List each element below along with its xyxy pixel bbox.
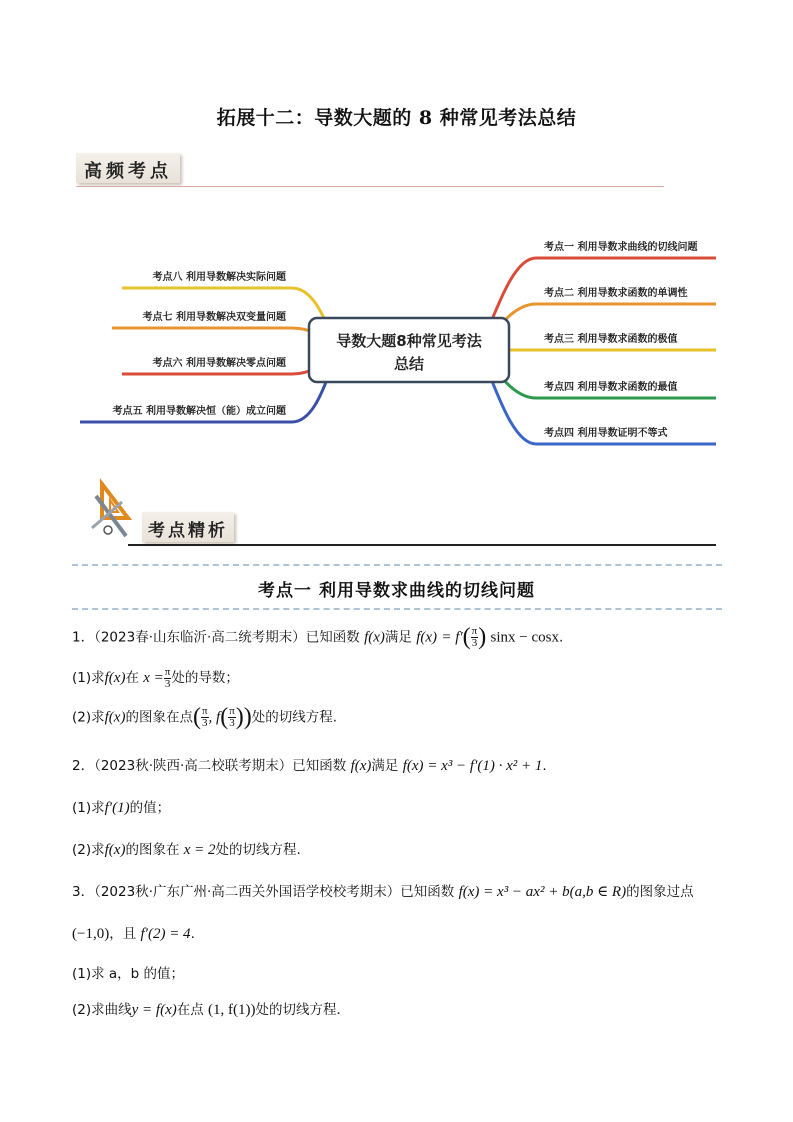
mindmap-label-right-3: 考点三 利用导数求函数的极值 bbox=[544, 334, 678, 345]
mindmap-label-right-4: 考点四 利用导数求函数的最值 bbox=[544, 382, 678, 393]
mindmap-label-right-5: 考点四 利用导数证明不等式 bbox=[544, 428, 668, 439]
problem-1-statement: 1．（2023春·山东临沂·高二统考期末）已知函数 f(x)满足 f(x) = f′( $\frac{\pi}{3}$ ) sinx − cosx. bbox=[72, 624, 564, 650]
section-heading-analysis: 考点精析 bbox=[148, 521, 228, 541]
mindmap-label-left-4: 考点五 利用导数解决恒（能）成立问题 bbox=[112, 406, 286, 417]
problem-3-statement: 3．（2023秋·广东广州·高二西关外国语学校校考期末）已知函数 f(x) = x³ − ax² + b(a,b ∈ R)的图象过点 bbox=[72, 884, 694, 900]
topic-title: 考点一 利用导数求曲线的切线问题 bbox=[258, 581, 535, 601]
mindmap-label-right-2: 考点二 利用导数求函数的单调性 bbox=[544, 288, 688, 299]
document-title: 拓展十二：导数大题的 8 种常见考法总结 bbox=[216, 107, 577, 129]
problem-2-question-2: (2)求f(x)的图象在 x = 2处的切线方程. bbox=[72, 842, 301, 858]
problem-3-question-1: (1)求 a，b 的值； bbox=[72, 966, 185, 982]
mindmap-label-right-1: 考点一 利用导数求曲线的切线问题 bbox=[544, 242, 698, 253]
mindmap-label-left-1: 考点八 利用导数解决实际问题 bbox=[152, 272, 286, 283]
problem-3-statement-cont: (−1,0)，且 f′(2) = 4. bbox=[72, 926, 195, 942]
section2-divider bbox=[128, 544, 716, 546]
problem-1-question-2: (2)求f(x)的图象在点( $\frac{\pi}{3}$ , f( $\frac{\pi}{3}$ ))处的切线方程. bbox=[72, 704, 338, 730]
mindmap bbox=[76, 220, 726, 450]
section-heading-high-frequency: 高频考点 bbox=[84, 161, 172, 182]
mindmap-center-line2: 总结 bbox=[393, 355, 425, 373]
dashed-divider-top bbox=[72, 564, 722, 566]
mindmap-branch-left-2 bbox=[112, 328, 342, 350]
mindmap-center-line1: 导数大题8种常见考法 bbox=[336, 332, 482, 350]
problem-3-question-2: (2)求曲线y = f(x)在点 (1, f(1))处的切线方程． bbox=[72, 1002, 351, 1018]
mindmap-label-left-3: 考点六 利用导数解决零点问题 bbox=[152, 358, 286, 369]
ruler-compass-icon bbox=[88, 478, 140, 540]
problem-1-question-1: (1)求f(x)在 x = $\frac{\pi}{3}$ 处的导数； bbox=[72, 665, 239, 690]
section-divider bbox=[76, 186, 664, 187]
problem-2-question-1: (1)求f′(1)的值； bbox=[72, 800, 171, 816]
mindmap-label-left-2: 考点七 利用导数解决双变量问题 bbox=[142, 312, 286, 323]
dashed-divider-bottom bbox=[72, 608, 722, 610]
problem-2-statement: 2．（2023秋·陕西·高二校联考期末）已知函数 f(x)满足 f(x) = x³ − f′(1) · x² + 1. bbox=[72, 758, 547, 774]
